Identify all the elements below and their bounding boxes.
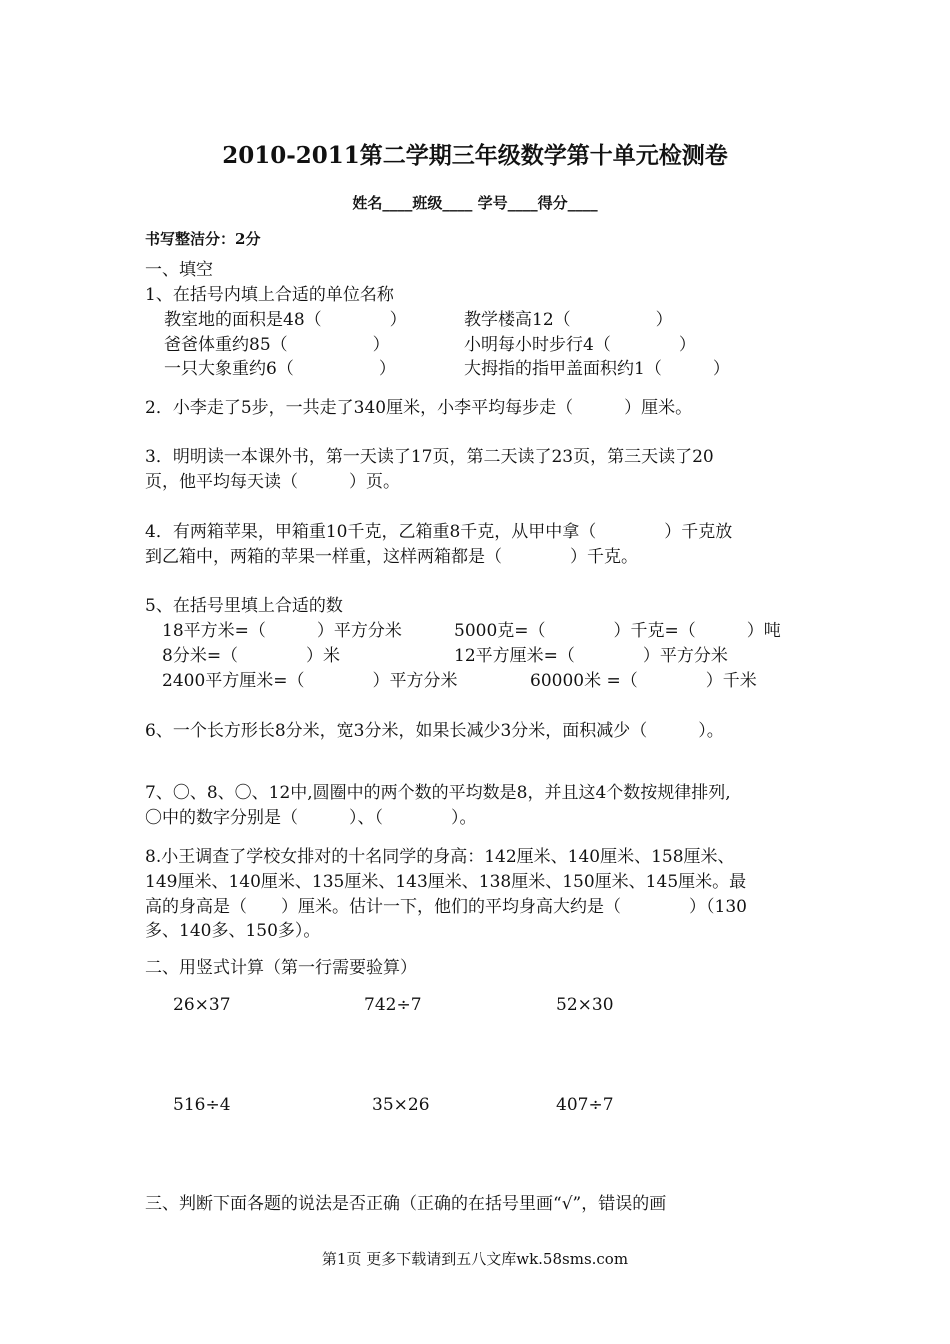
question-2: 2．小李走了5步，一共走了340厘米，小李平均每步走（ ）厘米。 xyxy=(145,398,693,418)
question-4-line: 4．有两箱苹果，甲箱重10千克，乙箱重8千克，从甲中拿（ ）千克放 xyxy=(145,522,733,542)
calc-problem: 26×37 xyxy=(173,995,231,1015)
question-8-line: 多、140多、150多）。 xyxy=(145,921,321,941)
question-6: 6、一个长方形长8分米，宽3分米，如果长减少3分米，面积减少（ ）。 xyxy=(145,721,724,741)
question-1-head: 1、在括号内填上合适的单位名称 xyxy=(145,285,394,305)
question-3-line: 页，他平均每天读（ ）页。 xyxy=(145,472,400,492)
question-7-line: 〇中的数字分别是（ ）、（ ）。 xyxy=(145,808,477,828)
question-1-item: 爸爸体重约85（ ） xyxy=(164,335,390,355)
question-1-item: 教学楼高12（ ） xyxy=(464,310,673,330)
page-title: 2010-2011第二学期三年级数学第十单元检测卷 xyxy=(222,142,728,169)
calc-problem: 742÷7 xyxy=(364,995,422,1015)
question-5-item: 2400平方厘米=（ ）平方分米 xyxy=(162,671,458,691)
neatness-score: 书写整洁分：2分 xyxy=(145,230,261,248)
question-5-item: 8分米=（ ）米 xyxy=(162,646,341,666)
section-2-heading: 二、用竖式计算（第一行需要验算） xyxy=(145,958,417,978)
question-8-line: 149厘米、140厘米、135厘米、143厘米、138厘米、150厘米、145厘米。最 xyxy=(145,872,747,892)
section-3-heading: 三、判断下面各题的说法是否正确（正确的在括号里画“√”，错误的画 xyxy=(145,1194,667,1214)
question-1-item: 教室地的面积是48（ ） xyxy=(164,310,407,330)
question-1-item: 小明每小时步行4（ ） xyxy=(464,335,696,355)
question-1-item: 一只大象重约6（ ） xyxy=(164,359,396,379)
question-7-line: 7、〇、8、〇、12中,圆圈中的两个数的平均数是8，并且这4个数按规律排列, xyxy=(145,783,731,803)
question-3-line: 3．明明读一本课外书，第一天读了17页，第二天读了23页，第三天读了20 xyxy=(145,447,714,467)
question-4-line: 到乙箱中，两箱的苹果一样重，这样两箱都是（ ）千克。 xyxy=(145,547,638,567)
question-5-item: 18平方米=（ ）平方分米 xyxy=(162,621,402,641)
student-info-line: 姓名____班级____ 学号____得分____ xyxy=(352,194,598,212)
section-1-heading: 一、填空 xyxy=(145,260,213,280)
question-8-line: 8.小王调查了学校女排对的十名同学的身高：142厘米、140厘米、158厘米、 xyxy=(145,847,735,867)
calc-problem: 52×30 xyxy=(556,995,614,1015)
question-5-item: 5000克=（ ）千克=（ ）吨 xyxy=(454,621,781,641)
calc-problem: 35×26 xyxy=(372,1095,430,1115)
calc-problem: 407÷7 xyxy=(556,1095,614,1115)
question-1-item: 大拇指的指甲盖面积约1（ ） xyxy=(464,359,730,379)
question-8-line: 高的身高是（ ）厘米。估计一下，他们的平均身高大约是（ ）（130 xyxy=(145,897,747,917)
question-5-head: 5、在括号里填上合适的数 xyxy=(145,596,343,616)
question-5-item: 12平方厘米=（ ）平方分米 xyxy=(454,646,728,666)
question-5-item: 60000米 =（ ）千米 xyxy=(530,671,757,691)
calc-problem: 516÷4 xyxy=(173,1095,231,1115)
page-footer: 第1页 更多下载请到五八文库wk.58sms.com xyxy=(321,1250,629,1268)
